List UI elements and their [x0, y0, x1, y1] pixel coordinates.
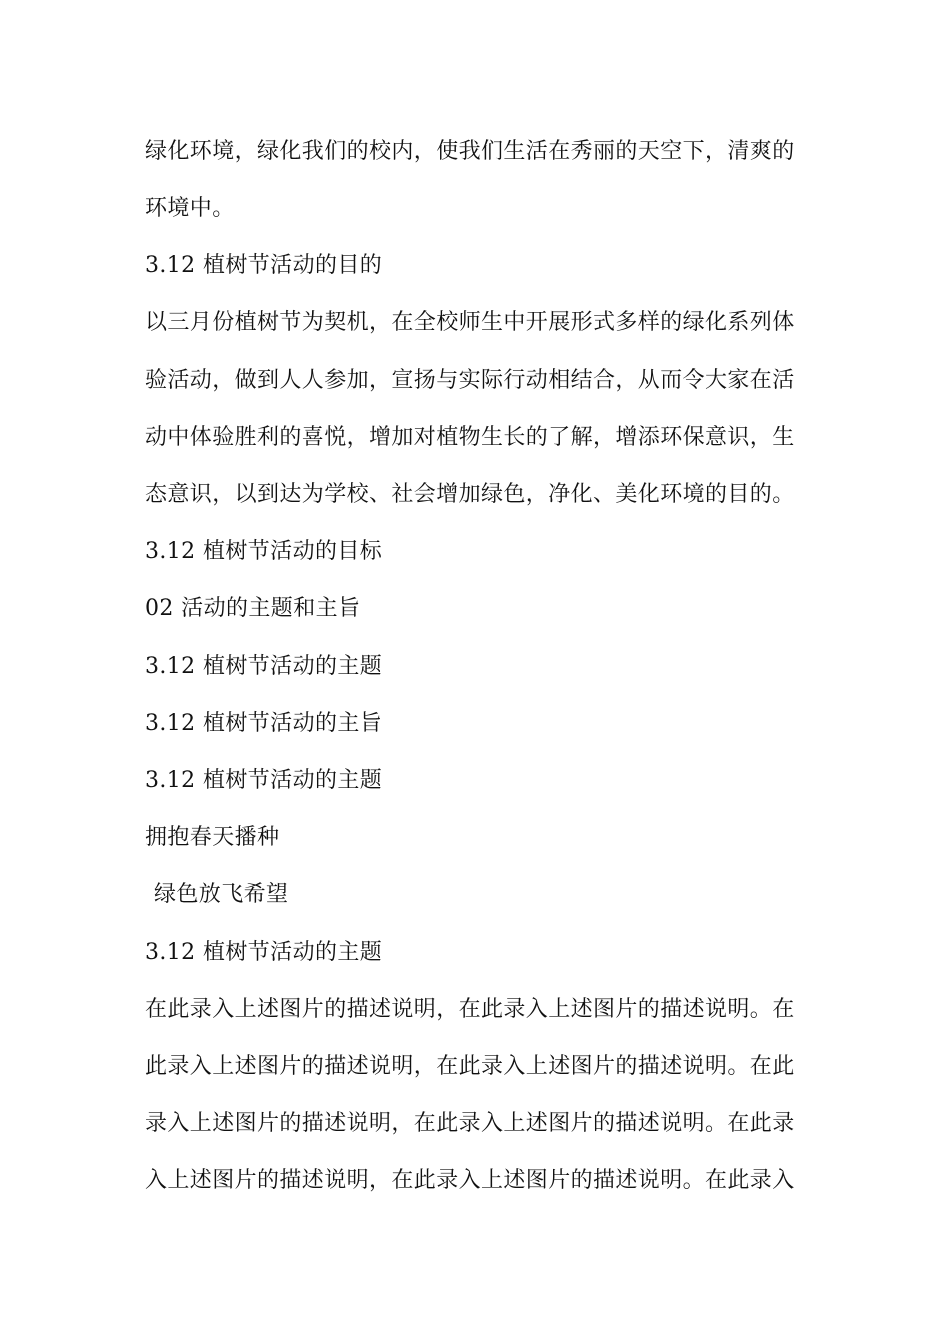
section-heading: 3.12 植树节活动的主题	[145, 768, 383, 793]
section-heading: 3.12 植树节活动的目标	[145, 539, 383, 564]
body-text-line: 动中体验胜利的喜悦，增加对植物生长的了解，增添环保意识，生	[145, 425, 795, 450]
section-heading: 3.12 植树节活动的主题	[145, 940, 383, 965]
slogan-line: 绿色放飞希望	[154, 882, 289, 907]
body-text-line: 入上述图片的描述说明，在此录入上述图片的描述说明。在此录入	[145, 1168, 795, 1193]
body-text-line: 态意识，以到达为学校、社会增加绿色，净化、美化环境的目的。	[145, 482, 795, 507]
body-text-line: 验活动，做到人人参加，宣扬与实际行动相结合，从而令大家在活	[145, 368, 795, 393]
section-heading: 3.12 植树节活动的主题	[145, 654, 383, 679]
body-text-line: 在此录入上述图片的描述说明，在此录入上述图片的描述说明。在	[145, 997, 795, 1022]
section-heading: 3.12 植树节活动的主旨	[145, 711, 383, 736]
body-text-line: 录入上述图片的描述说明，在此录入上述图片的描述说明。在此录	[145, 1111, 795, 1136]
slogan-line: 拥抱春天播种	[145, 825, 280, 850]
body-text-line: 环境中。	[145, 196, 235, 221]
body-text-line: 此录入上述图片的描述说明，在此录入上述图片的描述说明。在此	[145, 1054, 795, 1079]
section-heading: 3.12 植树节活动的目的	[145, 253, 383, 278]
body-text-line: 以三月份植树节为契机，在全校师生中开展形式多样的绿化系列体	[145, 310, 795, 335]
section-heading: 02 活动的主题和主旨	[145, 596, 361, 621]
body-text-line: 绿化环境，绿化我们的校内，使我们生活在秀丽的天空下，清爽的	[145, 139, 795, 164]
